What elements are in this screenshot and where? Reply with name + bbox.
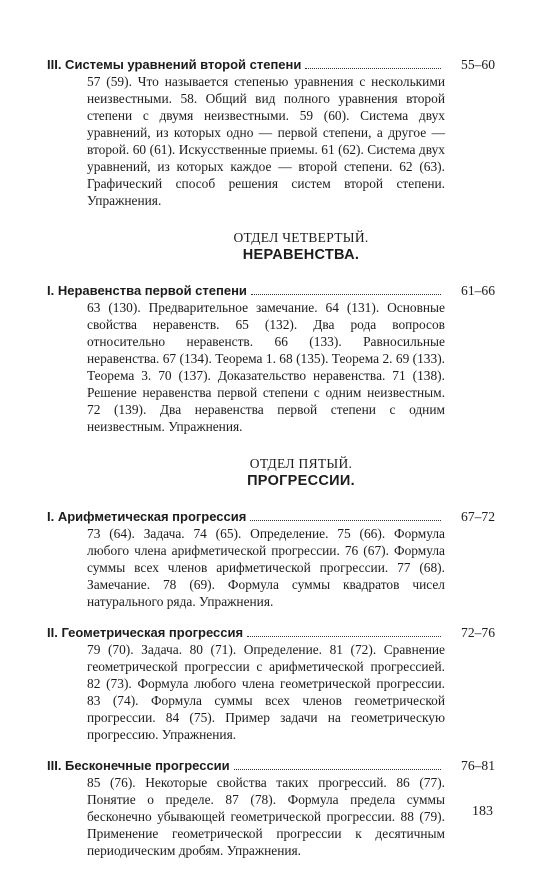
toc-entry-pages: 67–72 bbox=[461, 509, 495, 524]
toc-entry-description: 73 (64). Задача. 74 (65). Определение. 75 (66). Формула любого члена арифметической прогрессии. 76 (67). Формула суммы всех членов арифметической прогрессии. 77 (68). Замечание. 78 (69). Формула суммы квадратов чисел натурального ряда. Упражнения. bbox=[87, 526, 445, 609]
table-of-contents bbox=[47, 56, 495, 873]
toc-entry-pages: 76–81 bbox=[461, 758, 495, 773]
toc-entry-pages: 55–60 bbox=[461, 57, 495, 72]
section-label: ОТДЕЛ ЧЕТВЕРТЫЙ. bbox=[233, 230, 369, 245]
toc-entry-heading bbox=[47, 624, 495, 641]
toc-entry-title: I. Неравенства первой степени bbox=[47, 283, 247, 298]
toc-entry-pages: 72–76 bbox=[461, 625, 495, 640]
toc-entry-heading bbox=[47, 282, 495, 299]
section-title: ПРОГРЕССИИ. bbox=[247, 473, 355, 489]
section-label: ОТДЕЛ ПЯТЫЙ. bbox=[249, 456, 353, 471]
toc-entry-description: 85 (76). Некоторые свойства таких прогрессий. 86 (77). Понятие о пределе. 87 (78). Формула предела суммы бесконечно убывающей геометрической прогрессии. 88 (79). Применение геометрической прогрессии к десятичным периодическим дробям. Упражнения. bbox=[87, 775, 445, 858]
page-number: 183 bbox=[472, 804, 493, 819]
toc-entry-heading bbox=[47, 56, 495, 73]
toc-entry-description: 63 (130). Предварительное замечание. 64 (131). Основные свойства неравенств. 65 (132). Два рода вопросов относительно неравенств. 66 (133). Равносильные неравенства. 67 (134). Теорема 1. 68 (135). Теорема 2. 69 (133). Теорема 3. 70 (137). Доказательство неравенства. 71 (138). Решение неравенства первой степени с одним неизвестным. 72 (139). Два неравенства первой степени с одним неизвестным. Упражнения. bbox=[87, 300, 445, 434]
toc-entry-title: III. Системы уравнений второй степени bbox=[47, 57, 302, 72]
toc-entry-description: 79 (70). Задача. 80 (71). Определение. 81 (72). Сравнение геометрической прогрессии с арифметической прогрессией. 82 (73). Формула любого члена геометрической прогрессии. 83 (74). Формула суммы всех членов геометрической прогрессии. 84 (75). Пример задачи на геометрическую прогрессию. Упражнения. bbox=[87, 642, 445, 742]
toc-entry-title: III. Бесконечные прогрессии bbox=[47, 758, 230, 773]
section-title: НЕРАВЕНСТВА. bbox=[242, 247, 360, 263]
toc-entry bbox=[47, 56, 495, 209]
toc-entry bbox=[47, 508, 495, 610]
dot-leader bbox=[247, 636, 441, 637]
toc-entry-title: II. Геометрическая прогрессия bbox=[47, 625, 244, 640]
dot-leader bbox=[251, 294, 441, 295]
dot-leader bbox=[250, 520, 441, 521]
toc-entry bbox=[47, 282, 495, 435]
toc-entry-heading bbox=[47, 757, 495, 774]
toc-entry bbox=[47, 624, 495, 743]
toc-entry-title: I. Арифметическая прогрессия bbox=[47, 509, 247, 524]
section-heading bbox=[47, 455, 495, 490]
section-heading bbox=[47, 229, 495, 264]
dot-leader bbox=[234, 769, 441, 770]
toc-entry-description: 57 (59). Что называется степенью уравнения с несколькими неизвестными. 58. Общий вид полного уравнения второй степени с двумя неизвестными. 59 (60). Система двух уравнений, из которых одно — первой степени, а другое — второй. 60 (61). Искусственные приемы. 61 (62). Система двух уравнений, из которых каждое — второй степени. 62 (63). Графический способ решения систем второй степени. Упражнения. bbox=[87, 74, 445, 208]
dot-leader bbox=[305, 68, 441, 69]
toc-entry bbox=[47, 757, 495, 859]
toc-entry-heading bbox=[47, 508, 495, 525]
toc-entry-pages: 61–66 bbox=[461, 283, 495, 298]
